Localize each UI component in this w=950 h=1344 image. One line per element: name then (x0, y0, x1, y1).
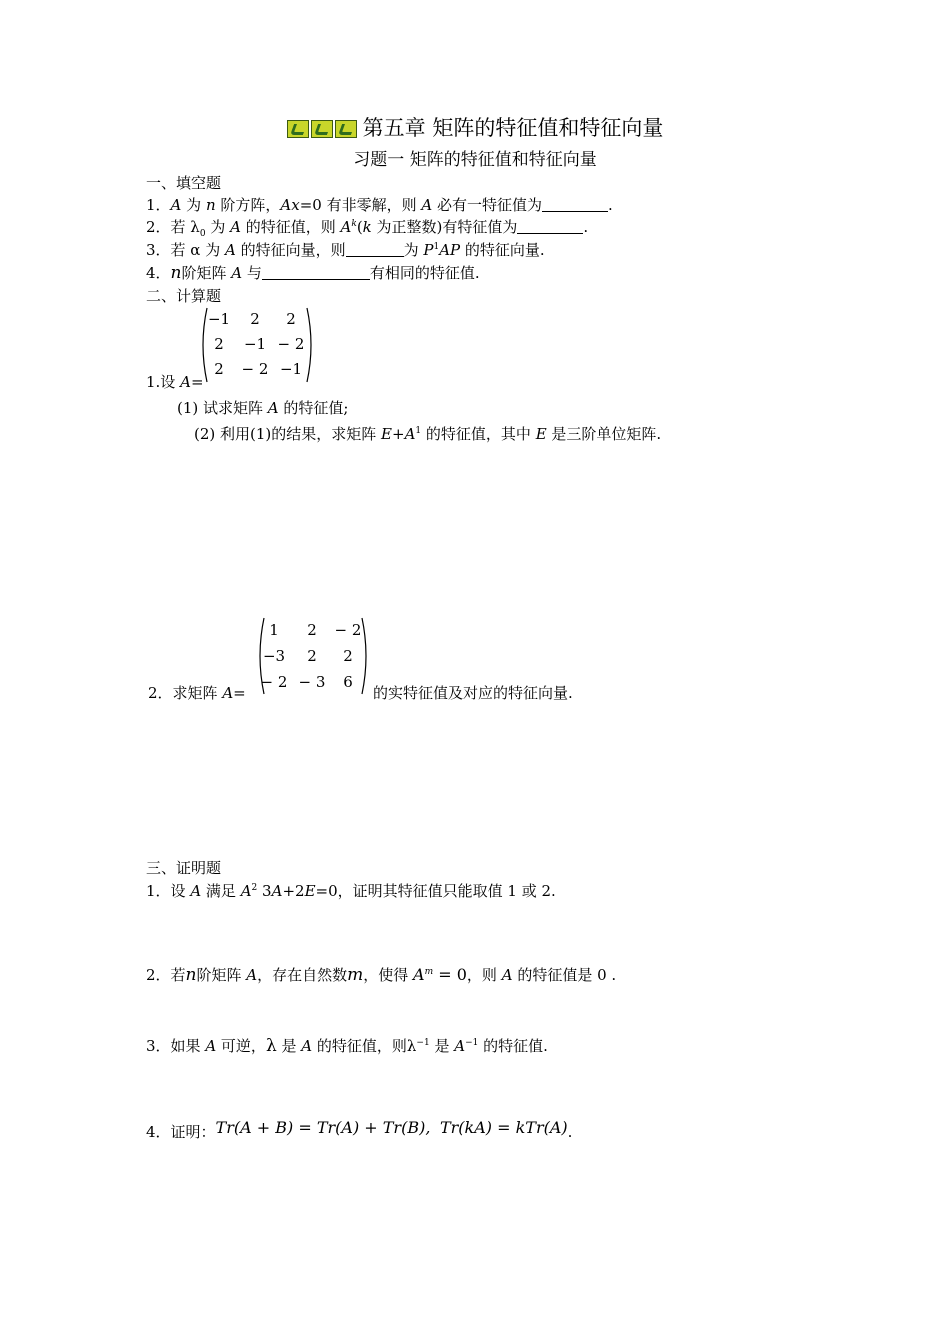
matrix-cell: − 3 (298, 673, 326, 691)
matrix-cell: 2 (307, 621, 317, 639)
answer-blank[interactable] (346, 242, 404, 257)
proof-question-1: 1．设 A 满足 $A^2$ 3A+2E=0，证明其特征值只能取值 1 或 2. (146, 882, 556, 900)
fill-question-2: 2．若 $\lambda_0$ 为 A 的特征值，则 $A^k(k$ 为正整数)有特征值为 . (146, 218, 589, 239)
matrix-cell: 1 (269, 621, 279, 639)
matrix-cell: −1 (207, 310, 231, 328)
matrix-cell: − 2 (241, 360, 269, 378)
matrix-cell: −3 (262, 647, 286, 665)
answer-blank[interactable] (542, 197, 608, 212)
matrix-cell: 6 (343, 673, 353, 691)
matrix-cell: 2 (286, 310, 296, 328)
proof-question-4: 4．证明：Tr(A + B) = Tr(A) + Tr(B), Tr(kA) = kTr(A). (146, 1118, 573, 1141)
matrix-cell: 2 (250, 310, 260, 328)
matrix-2 (255, 616, 371, 696)
matrix-cell: − 2 (260, 673, 288, 691)
section-proof: 三、证明题 (146, 859, 222, 877)
answer-blank[interactable] (517, 219, 583, 234)
matrix-cell: 2 (343, 647, 353, 665)
compute-question-1-part1: (1) 试求矩阵 A 的特征值; (177, 399, 349, 417)
arrow-icon[interactable] (335, 120, 357, 138)
trace-formula-1: Tr(A + B) = Tr(A) + Tr(B), (215, 1118, 431, 1137)
section-compute: 二、计算题 (146, 287, 222, 305)
matrix-cell: −1 (279, 360, 303, 378)
fill-question-1: 1．A 为 n 阶方阵，Ax=0 有非零解，则 A 必有一特征值为 . (146, 196, 613, 214)
proof-question-2: 2．若n阶矩阵 A，存在自然数m，使得 $A^m = 0$，则 A 的特征值是 0 . (146, 965, 617, 985)
arrow-icon[interactable] (287, 120, 309, 138)
arrow-icon[interactable] (311, 120, 333, 138)
matrix-1 (198, 306, 316, 384)
section-fill-blank: 一、填空题 (146, 174, 222, 192)
matrix-cell: − 2 (334, 621, 362, 639)
proof-question-3: 3．如果 A 可逆，λ 是 A 的特征值，则$\lambda^{-1}$ 是 $A^{-1}$ 的特征值. (146, 1036, 548, 1056)
matrix-cell: 2 (214, 335, 224, 353)
chapter-title-text: 第五章 矩阵的特征值和特征向量 (362, 116, 664, 140)
answer-blank[interactable] (262, 265, 370, 280)
matrix-cell: −1 (243, 335, 267, 353)
matrix-cell: 2 (307, 647, 317, 665)
exercise-subtitle: 习题一 矩阵的特征值和特征向量 (353, 150, 597, 170)
chapter-title (0, 112, 950, 143)
compute-question-2-label: 2．求矩阵 A= (148, 684, 246, 702)
fill-question-4: 4．n阶矩阵 A 与 有相同的特征值. (146, 263, 480, 283)
trace-formula-2: Tr(kA) = kTr(A) (439, 1118, 568, 1137)
fill-question-3: 3．若 α 为 A 的特征向量，则 为 $P^1AP$ 的特征向量. (146, 241, 545, 259)
compute-question-1-label: 1.设 A= (146, 373, 204, 391)
matrix-cell: 2 (214, 360, 224, 378)
nav-icons (287, 119, 359, 143)
compute-question-2-text: 的实特征值及对应的特征向量. (373, 684, 573, 702)
compute-question-1-part2: (2) 利用(1)的结果，求矩阵 $E+A^1$ 的特征值，其中 E 是三阶单位矩阵. (194, 425, 662, 443)
matrix-cell: − 2 (277, 335, 305, 353)
